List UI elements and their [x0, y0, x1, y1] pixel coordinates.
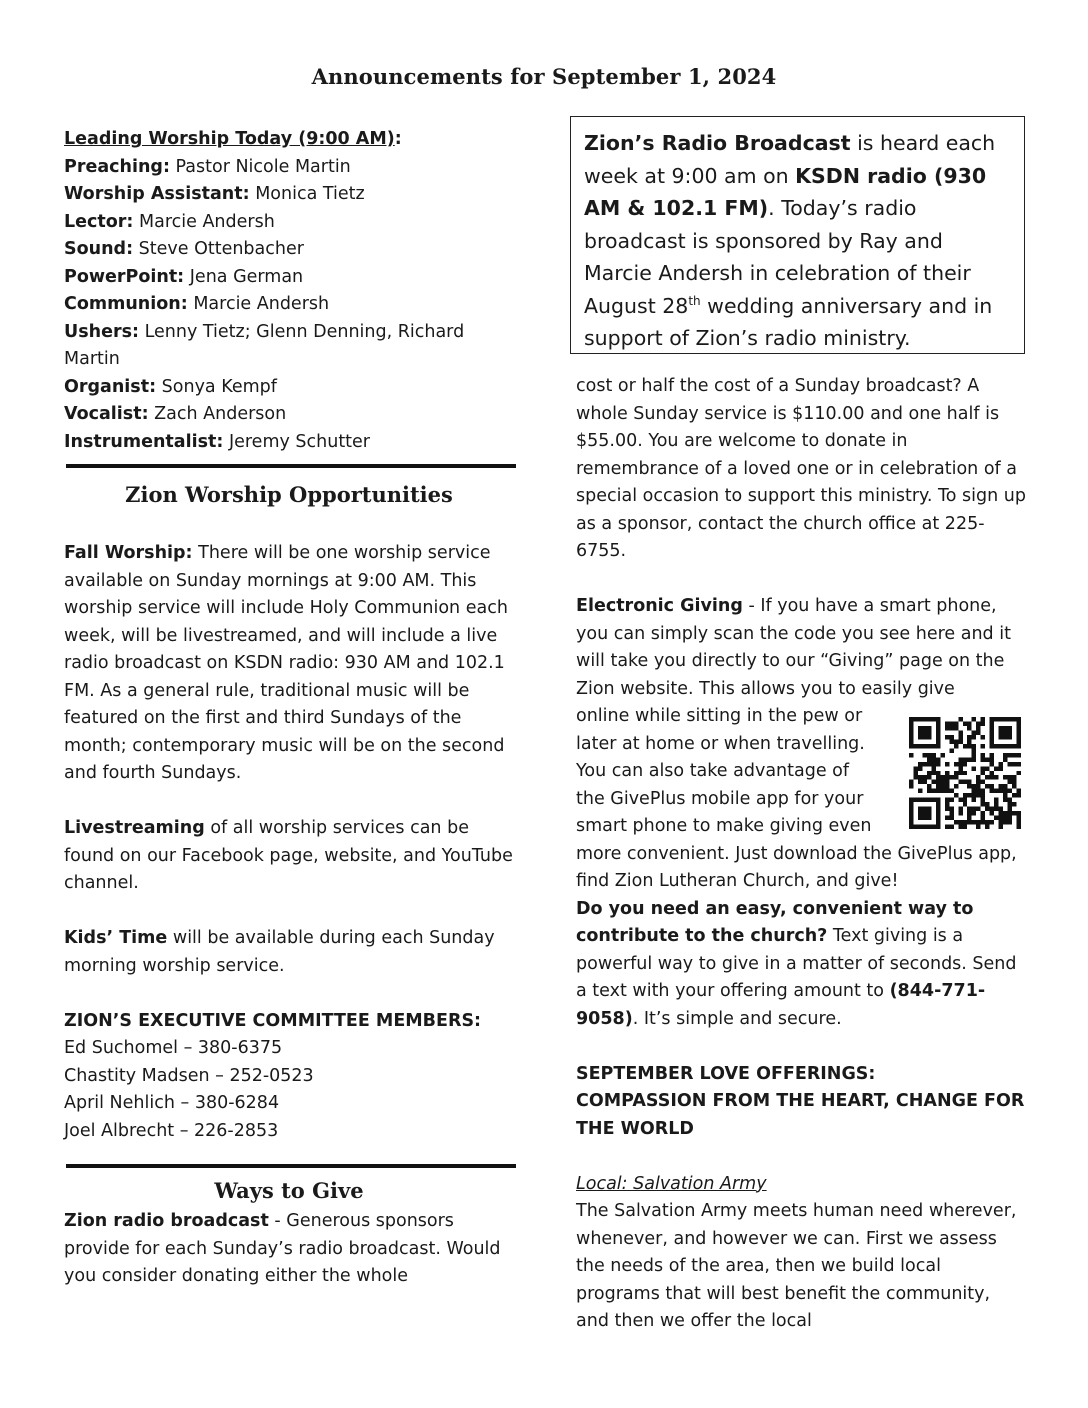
electronic-giving-line: smart phone to make giving even [576, 816, 872, 836]
role-line: PowerPoint: Jena German [64, 266, 304, 287]
qr-code-icon[interactable] [909, 717, 1021, 829]
role-line: Vocalist: Zach Anderson [64, 404, 287, 424]
roles-list [64, 154, 524, 457]
electronic-giving-line: You can also take advantage of [576, 761, 850, 781]
fall-worship-paragraph: Fall Worship: There will be one worship service available on Sunday mornings at 9:00 AM. This worship service will include Holy Communion each week, will be livestreamed, and will include a live radio broadcast on KSDN radio: 930 AM and 102.1 FM. As a general rule, traditional music will be featured on the first and third Sundays of the month; contemporary music will be on the second and fourth Sundays. [64, 543, 508, 783]
section-divider [66, 464, 516, 468]
electronic-giving-end: more convenient. Just download the GivePlus app, find Zion Lutheran Church, and give! [576, 843, 1017, 891]
committee-member: Ed Suchomel – 380-6375 [64, 1038, 283, 1058]
role-line: Communion: Marcie Andersh [64, 294, 330, 314]
role-line: Sound: Steve Ottenbacher [64, 239, 304, 259]
role-line: Worship Assistant: Monica Tietz [64, 184, 365, 204]
text-giving-paragraph: Do you need an easy, convenient way to contribute to the church? Text giving is a powerful way to give in a matter of seconds. Send a text with your offering amount to (844-771-9058). It’s simple and secure. [576, 898, 1017, 1029]
section-divider [66, 1164, 516, 1168]
radio-sponsor-continued: cost or half the cost of a Sunday broadcast? A whole Sunday service is $110.00 and one half is $55.00. You are welcome to donate in remembrance of a loved one or in celebration of a special occasion to support this ministry. To sign up as a sponsor, contact the church office at 225-6755. [576, 376, 1026, 561]
radio-broadcast-box: Zion’s Radio Broadcast is heard each week at 9:00 am on KSDN radio (930 AM & 102.1 FM). Today’s radio broadcast is sponsored by Ray and Marcie Andersh in celebration of their August 28th wedding anniversary and in support of Zion’s radio ministry. [570, 116, 1025, 354]
committee-list [64, 1035, 514, 1145]
salvation-army-paragraph: The Salvation Army meets human need wherever, whenever, and however we can. First we assess the needs of the area, then we build local programs that will best benefit the community, and then we offer the local [576, 1201, 1017, 1331]
leading-heading-line: Leading Worship Today (9:00 AM): [64, 129, 402, 149]
role-line: Instrumentalist: Jeremy Schutter [64, 431, 371, 452]
electronic-giving-line: later at home or when travelling. [576, 733, 865, 754]
committee-heading: ZION’S EXECUTIVE COMMITTEE MEMBERS: [64, 1010, 482, 1031]
opportunities-body [64, 540, 514, 1145]
electronic-giving-line: the GivePlus mobile app for your [576, 788, 864, 809]
electronic-giving-paragraph: Electronic Giving - If you have a smart phone, you can simply scan the code you see here and it will take you directly to our “Giving” page on the Zion website. This allows you to easily give [576, 596, 1011, 699]
right-column-body [576, 373, 1028, 1336]
local-offering-label: Local: Salvation Army [576, 1173, 767, 1194]
leading-heading: Leading Worship Today (9:00 AM) [64, 129, 395, 149]
role-line: Organist: Sonya Kempf [64, 376, 277, 397]
committee-member: Chastity Madsen – 252-0523 [64, 1065, 314, 1086]
committee-member: Joel Albrecht – 226-2853 [64, 1120, 279, 1141]
radio-sponsor-paragraph: Zion radio broadcast - Generous sponsors provide for each Sunday’s radio broadcast. Would you consider donating either the whole [64, 1211, 501, 1286]
electronic-giving-line: online while sitting in the pew or [576, 706, 863, 726]
love-offerings-subheading: COMPASSION FROM THE HEART, CHANGE FOR THE WORLD [576, 1091, 1025, 1139]
ways-to-give-heading: Ways to Give [214, 1178, 364, 1203]
livestream-paragraph: Livestreaming of all worship services can be found on our Facebook page, website, and YouTube channel. [64, 818, 513, 893]
kids-time-paragraph: Kids’ Time will be available during each Sunday morning worship service. [64, 928, 495, 976]
committee-member: April Nehlich – 380-6284 [64, 1093, 280, 1113]
page-title: Announcements for September 1, 2024 [311, 64, 777, 89]
role-line: Lector: Marcie Andersh [64, 211, 275, 232]
role-line: Ushers: Lenny Tietz; Glenn Denning, Richard Martin [64, 321, 465, 369]
left-column [64, 126, 524, 456]
opportunities-heading: Zion Worship Opportunities [125, 482, 453, 507]
role-line: Preaching: Pastor Nicole Martin [64, 156, 351, 177]
love-offerings-heading: SEPTEMBER LOVE OFFERINGS: [576, 1063, 876, 1084]
